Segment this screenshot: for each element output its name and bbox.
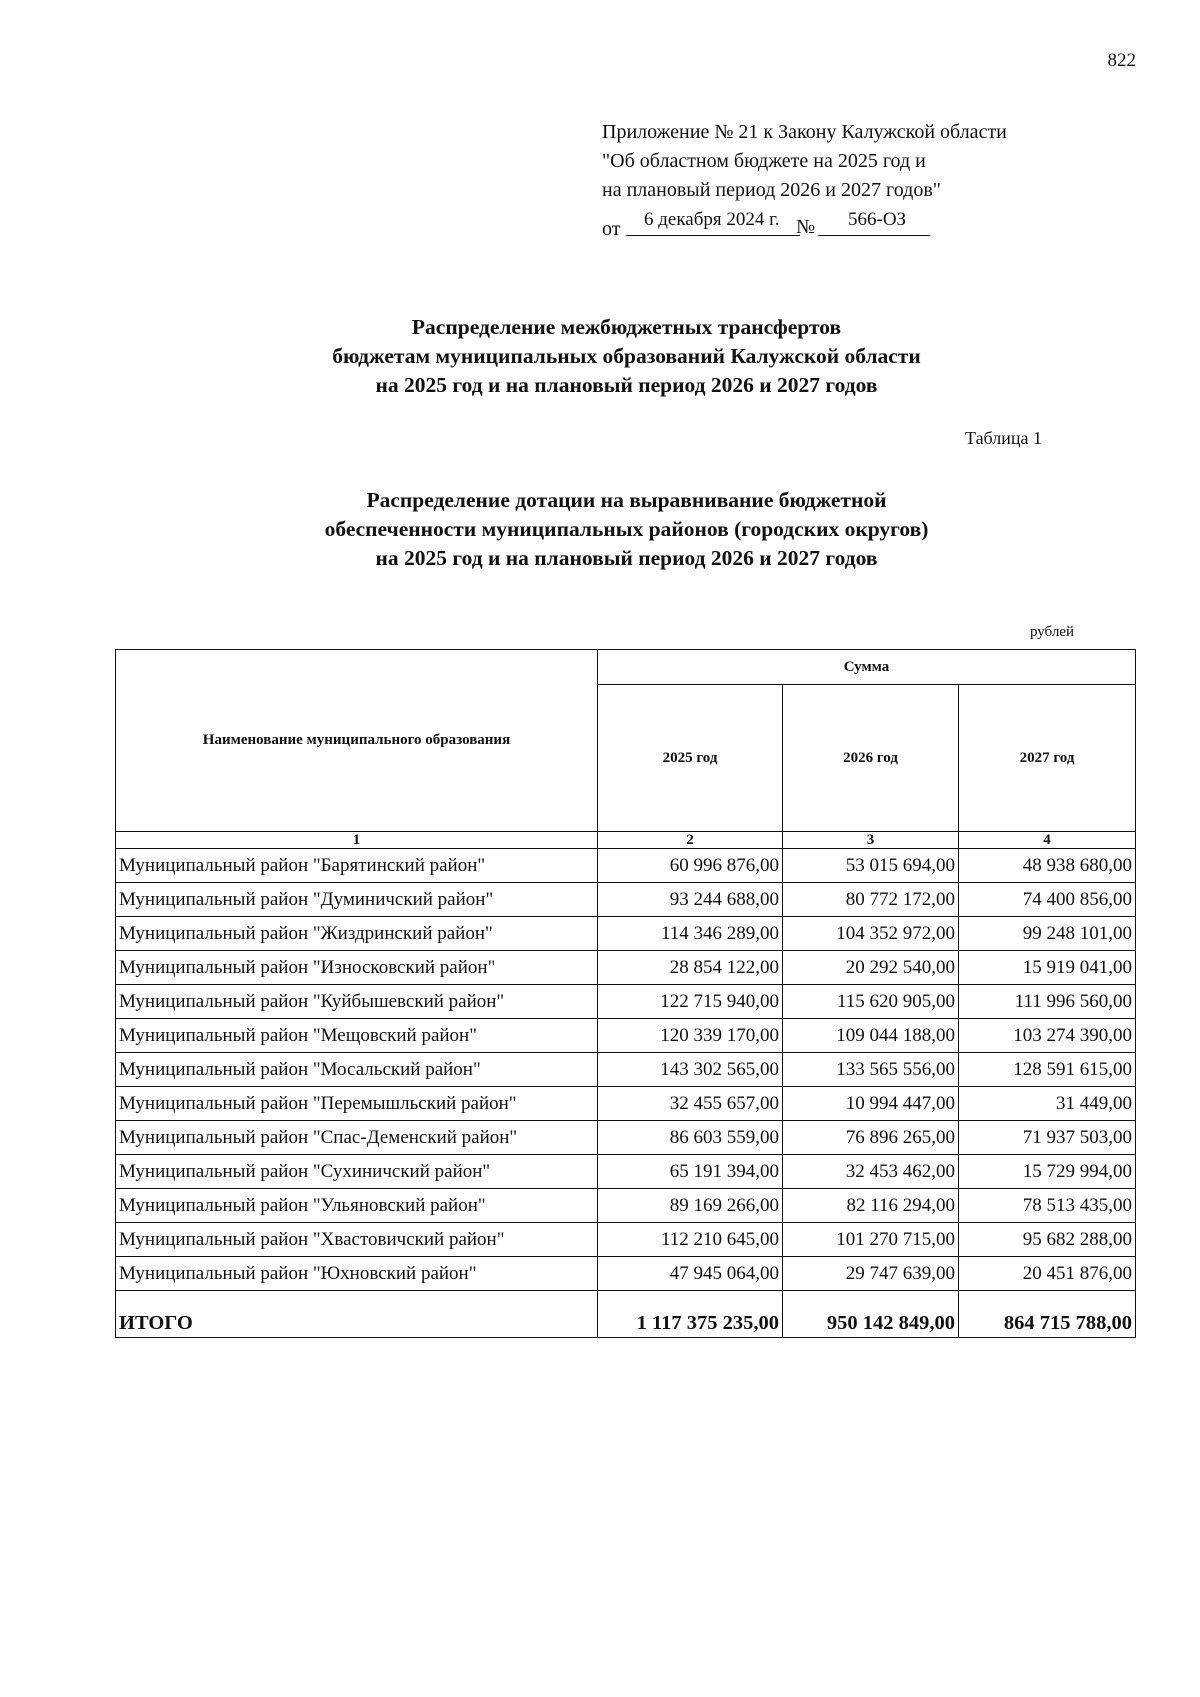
subsidy-table <box>115 649 1136 1338</box>
amount-2026: 10 994 447,00 <box>783 1087 959 1121</box>
main-title-line: бюджетам муниципальных образований Калужской области <box>332 344 921 368</box>
appendix-line: Приложение № 21 к Закону Калужской области <box>602 121 1007 143</box>
amount-2025: 60 996 876,00 <box>598 849 783 883</box>
amount-2027: 128 591 615,00 <box>959 1053 1136 1087</box>
amount-2026: 53 015 694,00 <box>783 849 959 883</box>
amount-2025: 93 244 688,00 <box>598 883 783 917</box>
amount-2027: 15 919 041,00 <box>959 951 1136 985</box>
amount-2026: 115 620 905,00 <box>783 985 959 1019</box>
table-title <box>0 486 1200 573</box>
table-row <box>116 985 1136 1019</box>
amount-2026: 109 044 188,00 <box>783 1019 959 1053</box>
district-name: Муниципальный район "Мосальский район" <box>116 1053 598 1087</box>
number-underline <box>818 235 930 236</box>
amount-2026: 29 747 639,00 <box>783 1257 959 1291</box>
table-label: Таблица 1 <box>965 428 1042 448</box>
law-date-number-line <box>602 207 1007 240</box>
district-name: Муниципальный район "Юхновский район" <box>116 1257 598 1291</box>
year-2026-header: 2026 год <box>783 685 959 832</box>
amount-2025: 47 945 064,00 <box>598 1257 783 1291</box>
appendix-block <box>602 118 1007 240</box>
total-label: ИТОГО <box>116 1291 598 1338</box>
appendix-line: "Об областном бюджете на 2025 год и <box>602 150 926 172</box>
amount-2027: 78 513 435,00 <box>959 1189 1136 1223</box>
units-label: рублей <box>1029 624 1074 640</box>
law-date: 6 декабря 2024 г. <box>644 209 780 230</box>
district-name: Муниципальный район "Сухиничский район" <box>116 1155 598 1189</box>
year-2027-header: 2027 год <box>959 685 1136 832</box>
amount-2026: 104 352 972,00 <box>783 917 959 951</box>
table-row <box>116 917 1136 951</box>
amount-2025: 89 169 266,00 <box>598 1189 783 1223</box>
table-row <box>116 1223 1136 1257</box>
total-2025: 1 117 375 235,00 <box>598 1291 783 1338</box>
amount-2027: 103 274 390,00 <box>959 1019 1136 1053</box>
amount-2026: 32 453 462,00 <box>783 1155 959 1189</box>
district-name: Муниципальный район "Перемышльский район" <box>116 1087 598 1121</box>
column-number: 1 <box>116 832 598 849</box>
amount-2027: 95 682 288,00 <box>959 1223 1136 1257</box>
amount-2026: 101 270 715,00 <box>783 1223 959 1257</box>
district-name: Муниципальный район "Спас-Деменский район" <box>116 1121 598 1155</box>
amount-2025: 122 715 940,00 <box>598 985 783 1019</box>
district-name: Муниципальный район "Ульяновский район" <box>116 1189 598 1223</box>
table-row <box>116 951 1136 985</box>
table-row <box>116 1053 1136 1087</box>
district-name: Муниципальный район "Износковский район" <box>116 951 598 985</box>
district-name: Муниципальный район "Барятинский район" <box>116 849 598 883</box>
amount-2027: 71 937 503,00 <box>959 1121 1136 1155</box>
amount-2027: 74 400 856,00 <box>959 883 1136 917</box>
amount-2025: 112 210 645,00 <box>598 1223 783 1257</box>
from-label: от <box>602 218 621 240</box>
column-number: 2 <box>598 832 783 849</box>
amount-2025: 120 339 170,00 <box>598 1019 783 1053</box>
amount-2027: 15 729 994,00 <box>959 1155 1136 1189</box>
district-name: Муниципальный район "Думиничский район" <box>116 883 598 917</box>
number-label: № <box>796 216 816 238</box>
name-column-header: Наименование муниципального образования <box>116 650 598 832</box>
amount-2025: 65 191 394,00 <box>598 1155 783 1189</box>
main-title-line: Распределение межбюджетных трансфертов <box>411 315 842 339</box>
table-row <box>116 849 1136 883</box>
amount-2025: 32 455 657,00 <box>598 1087 783 1121</box>
amount-2026: 20 292 540,00 <box>783 951 959 985</box>
amount-2027: 99 248 101,00 <box>959 917 1136 951</box>
table-row <box>116 1189 1136 1223</box>
total-2026: 950 142 849,00 <box>783 1291 959 1338</box>
amount-2026: 133 565 556,00 <box>783 1053 959 1087</box>
district-name: Муниципальный район "Хвастовичский район" <box>116 1223 598 1257</box>
total-2027: 864 715 788,00 <box>959 1291 1136 1338</box>
main-title-line: на 2025 год и на плановый период 2026 и 2027 годов <box>375 373 878 397</box>
amount-2027: 111 996 560,00 <box>959 985 1136 1019</box>
law-number: 566-ОЗ <box>848 209 907 230</box>
date-underline <box>626 235 800 236</box>
appendix-line: на плановый период 2026 и 2027 годов" <box>602 179 941 201</box>
column-number: 4 <box>959 832 1136 849</box>
total-row <box>116 1291 1136 1338</box>
district-name: Муниципальный район "Жиздринский район" <box>116 917 598 951</box>
table-row <box>116 883 1136 917</box>
amount-2025: 86 603 559,00 <box>598 1121 783 1155</box>
amount-2027: 31 449,00 <box>959 1087 1136 1121</box>
table-row <box>116 1155 1136 1189</box>
amount-2026: 80 772 172,00 <box>783 883 959 917</box>
page-number: 822 <box>1107 50 1136 71</box>
amount-2026: 76 896 265,00 <box>783 1121 959 1155</box>
table-row <box>116 1257 1136 1291</box>
table-title-line: на 2025 год и на плановый период 2026 и 2027 годов <box>375 546 878 570</box>
column-number: 3 <box>783 832 959 849</box>
district-name: Муниципальный район "Мещовский район" <box>116 1019 598 1053</box>
table-row <box>116 1121 1136 1155</box>
district-name: Муниципальный район "Куйбышевский район" <box>116 985 598 1019</box>
table-row <box>116 1087 1136 1121</box>
amount-2025: 28 854 122,00 <box>598 951 783 985</box>
amount-2025: 143 302 565,00 <box>598 1053 783 1087</box>
table-row <box>116 1019 1136 1053</box>
main-title <box>0 313 1200 400</box>
table-title-line: обеспеченности муниципальных районов (городских округов) <box>324 517 929 541</box>
amount-2027: 48 938 680,00 <box>959 849 1136 883</box>
sum-column-header: Сумма <box>598 650 1136 685</box>
amount-2027: 20 451 876,00 <box>959 1257 1136 1291</box>
table-title-line: Распределение дотации на выравнивание бюджетной <box>366 488 887 512</box>
year-2025-header: 2025 год <box>598 685 783 832</box>
amount-2026: 82 116 294,00 <box>783 1189 959 1223</box>
amount-2025: 114 346 289,00 <box>598 917 783 951</box>
